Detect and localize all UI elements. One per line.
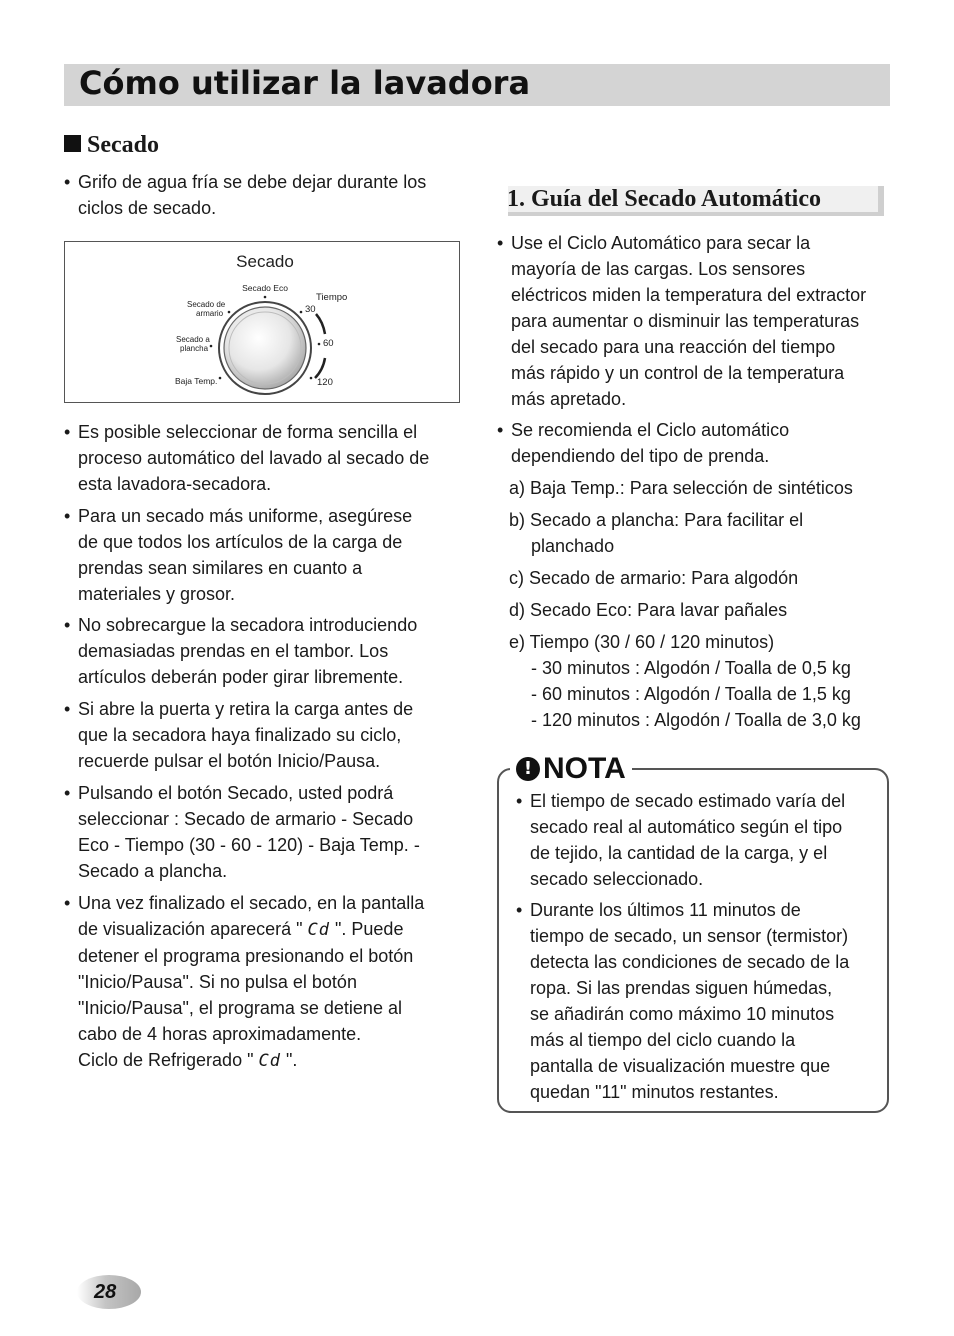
- page-number: 28: [94, 1281, 117, 1303]
- dial-label-tiempo: Tiempo: [316, 292, 348, 303]
- option-e: e) Tiempo (30 / 60 / 120 minutos): [509, 632, 775, 652]
- text-line: Es posible seleccionar de forma sencilla el: [78, 422, 418, 442]
- bullet-dot: •: [64, 783, 71, 803]
- dial-label-30: 30: [305, 304, 316, 315]
- nota-title: NOTA: [543, 752, 626, 785]
- text-line: secado real al automático según el tipo: [530, 817, 843, 837]
- option-e-60: - 60 minutos : Algodón / Toalla de 1,5 kg: [531, 684, 851, 704]
- section-heading: [64, 130, 159, 160]
- option-b: b) Secado a plancha: Para facilitar el: [509, 510, 804, 530]
- text-line: pantalla de visualización muestre que: [530, 1056, 831, 1076]
- bullet-dot: •: [64, 506, 71, 526]
- option-d: d) Secado Eco: Para lavar pañales: [509, 600, 788, 620]
- bullet-dot: •: [64, 172, 71, 192]
- left-bullet-display: [64, 890, 424, 1074]
- page-number-badge: [72, 1274, 142, 1310]
- dial-label-120: 120: [317, 377, 333, 388]
- text-line: esta lavadora-secadora.: [78, 474, 272, 494]
- dial-label-60: 60: [323, 338, 334, 349]
- dial-label-baja-temp: Baja Temp.: [175, 376, 218, 386]
- right-bullet: [497, 417, 789, 469]
- bullet-dot: •: [497, 420, 504, 440]
- text-line: Secado a plancha.: [78, 861, 228, 881]
- text-line: de visualización aparecerá " Cd ". Puede: [78, 919, 404, 940]
- text-line: Si abre la puerta y retira la carga antes de: [78, 699, 414, 719]
- bullet-dot: •: [64, 615, 71, 635]
- left-bullet: [64, 419, 429, 497]
- text-line: prendas sean similares en cuanto a: [78, 558, 363, 578]
- bullet-dot: •: [497, 233, 504, 253]
- text-line: dependiendo del tipo de prenda.: [511, 446, 770, 466]
- text-line: Pulsando el botón Secado, usted podrá: [78, 783, 394, 803]
- text-line: más apretado.: [511, 389, 627, 409]
- text-line: tiempo de secado, un sensor (termistor): [530, 926, 849, 946]
- text-line: materiales y grosor.: [78, 584, 236, 604]
- left-bullet: [64, 696, 413, 774]
- text-line: artículos deberán poder girar libremente.: [78, 667, 404, 687]
- right-bullet: [497, 230, 866, 412]
- display-code-cd: Cd: [258, 1051, 281, 1071]
- text-line: seleccionar : Secado de armario - Secado: [78, 809, 414, 829]
- option-e-120: - 120 minutos : Algodón / Toalla de 3,0 kg: [531, 710, 861, 730]
- left-bullet: [64, 780, 420, 884]
- text-line: de que todos los artículos de la carga de: [78, 532, 403, 552]
- dial-title: Secado: [236, 252, 294, 271]
- text-line: del secado para una reacción del tiempo: [511, 337, 836, 357]
- text-line: Grifo de agua fría se debe dejar durante los: [78, 172, 427, 192]
- text-line: se añadirán como máximo 10 minutos: [530, 1004, 835, 1024]
- exclamation-icon: !: [516, 757, 540, 781]
- dial-arc-tick: [315, 358, 325, 378]
- bullet-dot: •: [516, 900, 523, 920]
- intro-bullet: [64, 169, 426, 221]
- page-title: Cómo utilizar la lavadora: [79, 64, 531, 102]
- guide-title: 1. Guía del Secado Automático: [507, 186, 822, 212]
- dial-label-plancha-1: Secado a: [176, 335, 210, 344]
- text-line: para aumentar o disminuir las temperaturas: [511, 311, 860, 331]
- text-line: "Inicio/Pausa". Si no pulsa el botón: [78, 972, 357, 992]
- option-b-cont: planchado: [531, 536, 615, 556]
- section-heading-text: Secado: [87, 132, 159, 158]
- dial-label-armario-2: armario: [196, 309, 224, 318]
- text-line: más rápido y un control de la temperatura: [511, 363, 845, 383]
- text-line: mayoría de las cargas. Los sensores: [511, 259, 806, 279]
- nota-label: [510, 752, 632, 786]
- text-line: secado seleccionado.: [530, 869, 704, 889]
- drying-dial-diagram: [64, 241, 460, 403]
- bullet-dot: •: [64, 893, 71, 913]
- left-bullet: [64, 612, 417, 690]
- text-line: demasiadas prendas en el tambor. Los: [78, 641, 389, 661]
- guide-title-box: [508, 186, 884, 216]
- bullet-dot: •: [64, 422, 71, 442]
- dial-knob: [224, 307, 306, 389]
- text-line: detener el programa presionando el botón: [78, 946, 414, 966]
- text-line: Una vez finalizado el secado, en la pantalla: [78, 893, 425, 913]
- text-line: ciclos de secado.: [78, 198, 217, 218]
- nota-bullet: [516, 897, 849, 1105]
- text-line: quedan "11" minutos restantes.: [530, 1082, 779, 1102]
- text-line: No sobrecargue la secadora introduciendo: [78, 615, 418, 635]
- option-a: a) Baja Temp.: Para selección de sintéticos: [509, 478, 853, 498]
- display-code-cd: Cd: [307, 920, 331, 940]
- text-line: proceso automático del lavado al secado de: [78, 448, 430, 468]
- option-e-30: - 30 minutos : Algodón / Toalla de 0,5 kg: [531, 658, 851, 678]
- text-line: eléctricos miden la temperatura del extractor: [511, 285, 867, 305]
- text-line: de tejido, la cantidad de la carga, y el: [530, 843, 828, 863]
- dial-label-plancha-2: plancha: [180, 344, 209, 353]
- bullet-dot: •: [516, 791, 523, 811]
- text-line: Durante los últimos 11 minutos de: [530, 900, 801, 920]
- text-line: Ciclo de Refrigerado " Cd ".: [78, 1050, 298, 1071]
- dial-label-armario-1: Secado de: [187, 300, 226, 309]
- page-header-bar: [64, 64, 890, 106]
- bullet-dot: •: [64, 699, 71, 719]
- text-line: más al tiempo del ciclo cuando la: [530, 1030, 796, 1050]
- text-line: Eco - Tiempo (30 - 60 - 120) - Baja Temp. -: [78, 835, 420, 855]
- dial-illustration: [65, 242, 461, 404]
- text-line: recuerde pulsar el botón Inicio/Pausa.: [78, 751, 381, 771]
- text-line: El tiempo de secado estimado varía del: [530, 791, 846, 811]
- text-line: detecta las condiciones de secado de la: [530, 952, 850, 972]
- left-bullet: [64, 503, 412, 607]
- square-bullet-icon: [64, 135, 81, 152]
- text-line: "Inicio/Pausa", el programa se detiene al: [78, 998, 402, 1018]
- text-line: que la secadora haya finalizado su ciclo,: [78, 725, 402, 745]
- text-line: Para un secado más uniforme, asegúrese: [78, 506, 413, 526]
- text-line: cabo de 4 horas aproximadamente.: [78, 1024, 362, 1044]
- nota-bullet: [516, 788, 845, 892]
- text-line: Se recomienda el Ciclo automático: [511, 420, 790, 440]
- dial-arc-tick: [316, 314, 325, 334]
- option-c: c) Secado de armario: Para algodón: [509, 568, 799, 588]
- text-line: ropa. Si las prendas siguen húmedas,: [530, 978, 833, 998]
- text-line: Use el Ciclo Automático para secar la: [511, 233, 811, 253]
- dial-label-secado-eco: Secado Eco: [242, 283, 288, 293]
